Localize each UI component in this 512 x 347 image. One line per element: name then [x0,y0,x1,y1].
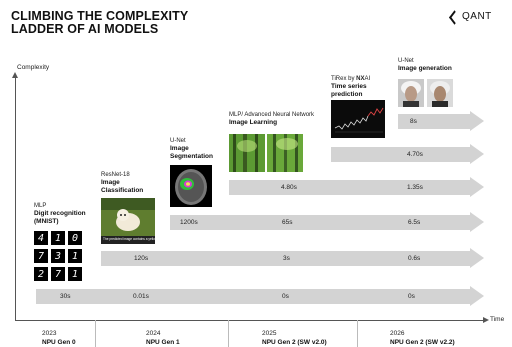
mnist-digit: 7 [51,267,65,281]
year-2024: 2024 [146,330,161,337]
arrow-head-icon [470,212,484,232]
mnist-digit: 1 [51,231,65,245]
bar-value: 120s [134,255,149,262]
portrait-image-generated [427,79,453,107]
stage-title-image-learning: Image Learning [229,119,278,126]
bar-value: 0s [282,293,289,300]
stage-model-unet-gen: U-Net [398,58,414,64]
stage-model-mlp: MLP [34,203,47,209]
y-axis [15,77,16,320]
performance-bar-mnist [36,289,484,304]
arrow-head-icon [470,286,484,306]
bar-value: 8s [410,118,417,125]
brain-scan-image [170,165,212,207]
stage-title-image-generation: Image generation [398,65,452,72]
performance-bar-classification [101,251,484,266]
page-title [11,10,188,36]
mnist-digit: 4 [34,231,48,245]
performance-bar-time-series [331,147,484,162]
stage-model-resnet: ResNet-18 [101,172,130,178]
stage-title-mlp: Digit recognition (MNIST) [34,210,86,225]
bar-value: 30s [60,293,71,300]
brand-logo [449,11,492,22]
performance-bar-segmentation [170,215,484,230]
bar-value: 1200s [180,219,198,226]
bar-value: 4.70s [407,151,423,158]
y-axis-label: Complexity [17,64,50,71]
mnist-digit: 3 [51,249,65,263]
timeline-divider [357,320,358,347]
time-series-chart-image [331,100,385,138]
arrow-head-icon [470,144,484,164]
year-2023: 2023 [42,330,57,337]
gen-label-2023: NPU Gen 0 [42,339,76,346]
stage-model-tirex: TiRex by NXAI [331,76,371,82]
arrow-head-icon [470,177,484,197]
dog-photo-image [101,198,164,244]
stage-title-resnet: Image Classification [101,179,144,194]
mnist-digit: 0 [68,231,82,245]
mnist-digit: 1 [68,267,82,281]
title-line-2: LADDER OF AI MODELS [11,22,159,36]
bar-value: 1.35s [407,184,423,191]
year-2026: 2026 [390,330,405,337]
bar-value: 0s [408,293,415,300]
logo-text: QANT [462,11,492,22]
year-2025: 2025 [262,330,277,337]
stage-model-unet-seg: U-Net [170,138,186,144]
stage-model-mlp-advanced: MLP/ Advanced Neural Network [229,112,315,118]
forest-image-learned [267,134,303,172]
dog-photo-caption: The predicted image contains a yellow dog [103,237,164,241]
portrait-image-original [398,79,424,107]
x-axis-arrow [483,317,489,323]
mnist-digit: 2 [34,267,48,281]
performance-bar-image-learning [229,180,484,195]
performance-bar-image-generation [398,114,484,129]
gen-label-2025: NPU Gen 2 (SW v2.0) [262,339,327,346]
gen-label-2024: NPU Gen 1 [146,339,180,346]
forest-image-original [229,134,265,172]
mnist-digit: 7 [34,249,48,263]
timeline-divider [95,320,96,347]
bar-value: 4.80s [281,184,297,191]
stage-title-unet-seg: Image Segmentation [170,145,213,160]
timeline-divider [228,320,229,347]
mnist-digit: 1 [68,249,82,263]
arrow-head-icon [470,248,484,268]
bar-value: 65s [282,219,293,226]
bar-value: 0.01s [133,293,149,300]
title-line-1: CLIMBING THE COMPLEXITY [11,9,189,23]
bar-value: 6.5s [408,219,421,226]
mnist-digits-image [34,231,86,280]
bar-value: 3s [283,255,290,262]
x-axis-label: Time [490,316,505,323]
logo-mark-icon [449,12,459,22]
gen-label-2026: NPU Gen 2 (SW v2.2) [390,339,455,346]
x-axis [15,320,485,321]
stage-title-time-series: Time series prediction [331,83,367,98]
bar-value: 0.6s [408,255,421,262]
arrow-head-icon [470,111,484,131]
